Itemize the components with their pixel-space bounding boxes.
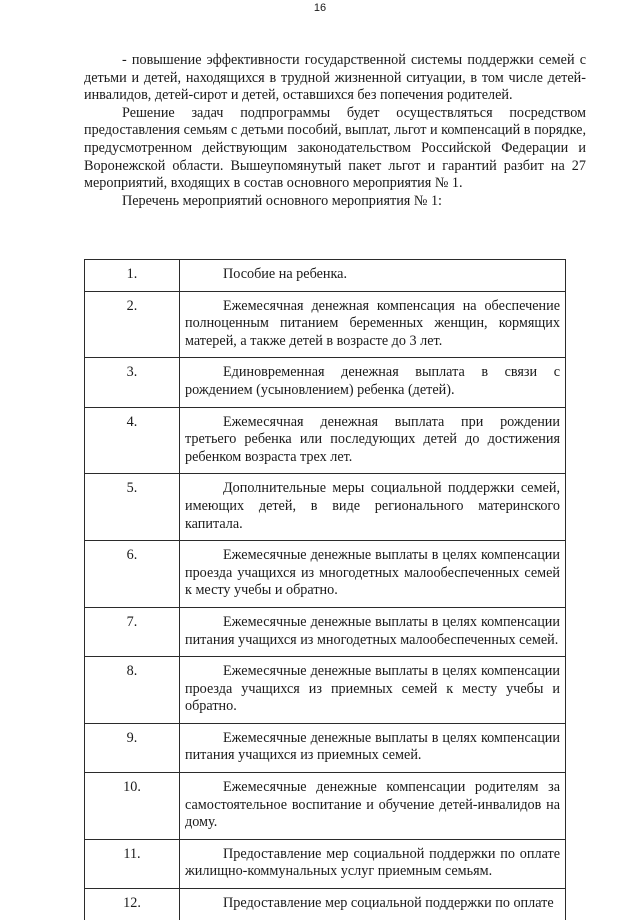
measure-text: Предоставление мер социальной поддержки по оплате жилищно-коммунальных услуг приемным семьям. (180, 839, 566, 888)
measure-text: Пособие на ребенка. (180, 260, 566, 292)
measure-text: Ежемесячная денежная выплата при рождении третьего ребенка или последующих детей до достижения ребенком возраста трех лет. (180, 407, 566, 474)
table-row (85, 358, 566, 407)
table-row (85, 657, 566, 724)
measure-text: Дополнительные меры социальной поддержки семей, имеющих детей, в виде регионального материнского капитала. (180, 474, 566, 541)
measure-text: Ежемесячная денежная компенсация на обеспечение полноценным питанием беременных женщин, кормящих матерей, а также детей в возрасте до 3 лет. (180, 291, 566, 358)
page-number: 16 (313, 2, 327, 14)
measure-number: 6. (85, 541, 180, 608)
measure-text: Ежемесячные денежные выплаты в целях компенсации проезда учащихся из многодетных малообеспеченных семей к месту учебы и обратно. (180, 541, 566, 608)
measure-text: Ежемесячные денежные компенсации родителям за самостоятельное воспитание и обучение детей-инвалидов на дому. (180, 773, 566, 840)
table-row (85, 607, 566, 656)
measure-number: 3. (85, 358, 180, 407)
table-row (85, 839, 566, 888)
paragraph-tasks: Решение задач подпрограммы будет осуществляться посредством предоставления семьям с детьми пособий, выплат, льгот и компенсаций в порядке, предусмотренном действующим законодательством Российской Федерации и Воронежской области. Вышеупомянутый пакет льгот и гарантий разбит на 27 мероприятий, входящих в состав основного мероприятия № 1. (84, 104, 586, 192)
paragraph-goal: - повышение эффективности государственной системы поддержки семей с детьми и детей, находящихся в трудной жизненной ситуации, в том числе детей-инвалидов, детей-сирот и детей, оставшихся без попечения родителей. (84, 52, 586, 104)
measure-number: 5. (85, 474, 180, 541)
body-text (84, 52, 586, 210)
measure-number: 4. (85, 407, 180, 474)
table-row (85, 889, 566, 920)
table-row (85, 291, 566, 358)
measure-text: Ежемесячные денежные выплаты в целях компенсации проезда учащихся из приемных семей к месту учебы и обратно. (180, 657, 566, 724)
measure-text: Единовременная денежная выплата в связи с рождением (усыновлением) ребенка (детей). (180, 358, 566, 407)
table-row (85, 723, 566, 772)
paragraph-list-intro: Перечень мероприятий основного мероприятия № 1: (122, 192, 442, 209)
measure-text: Ежемесячные денежные выплаты в целях компенсации питания учащихся из многодетных малообеспеченных семей. (180, 607, 566, 656)
measure-number: 2. (85, 291, 180, 358)
measure-text: Предоставление мер социальной поддержки по оплате (180, 889, 566, 920)
measure-number: 8. (85, 657, 180, 724)
measure-number: 1. (85, 260, 180, 292)
measure-number: 12. (85, 889, 180, 920)
measure-number: 9. (85, 723, 180, 772)
table-row (85, 773, 566, 840)
measure-text: Ежемесячные денежные выплаты в целях компенсации питания учащихся из приемных семей. (180, 723, 566, 772)
table-row (85, 474, 566, 541)
measure-number: 11. (85, 839, 180, 888)
table-row (85, 407, 566, 474)
measures-table (84, 259, 566, 920)
table-row (85, 541, 566, 608)
table-row (85, 260, 566, 292)
measure-number: 10. (85, 773, 180, 840)
measure-number: 7. (85, 607, 180, 656)
